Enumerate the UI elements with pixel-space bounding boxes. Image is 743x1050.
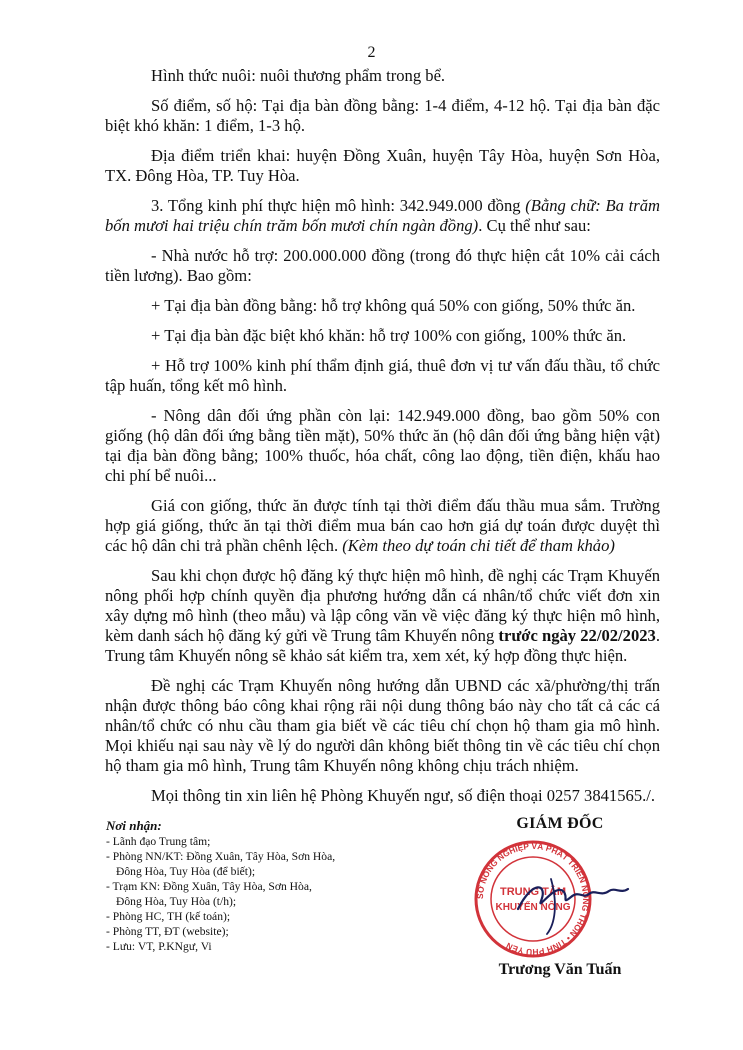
seal-center-line2: KHUYẾN NÔNG <box>495 902 571 913</box>
recipient-item: - Lãnh đạo Trung tâm; <box>106 835 211 848</box>
recipient-item: Đông Hòa, Tuy Hòa (t/h); <box>116 895 237 908</box>
registration-tail: . Trung tâm Khuyến nông sẽ khảo sát kiểm tra, xem xét, ký hợp đồng thực hiện. <box>105 626 660 665</box>
paragraph-locations: Địa điểm triển khai: huyện Đồng Xuân, huyện Tây Hòa, huyện Sơn Hòa, TX. Đông Hòa, TP. Tuy Hòa. <box>105 146 660 185</box>
page-number: 2 <box>367 44 376 61</box>
paragraph-total-budget <box>105 196 660 236</box>
paragraph-appraisal-support: + Hỗ trợ 100% kinh phí thẩm định giá, thuê đơn vị tư vấn đấu thầu, tổ chức tập huấn, tổng kết mô hình. <box>105 356 660 395</box>
paragraph-registration <box>105 566 660 666</box>
price-note-attachment: (Kèm theo dự toán chi tiết để tham khảo) <box>342 536 615 555</box>
recipient-item: - Phòng NN/KT: Đồng Xuân, Tây Hòa, Sơn Hòa, <box>106 850 336 863</box>
paragraph-contact: Mọi thông tin xin liên hệ Phòng Khuyến ngư, số điện thoại 0257 3841565./. <box>151 786 656 805</box>
paragraph-state-support: - Nhà nước hỗ trợ: 200.000.000 đồng (trong đó thực hiện cắt 10% cải cách tiền lương). Bao gồm: <box>105 246 660 285</box>
total-budget-in-words: (Bằng chữ: Ba trăm bốn mươi hai triệu chín trăm bốn mươi chín ngàn đồng) <box>105 196 660 235</box>
signature-block <box>455 815 665 979</box>
document-body <box>105 66 660 816</box>
signer-title: GIÁM ĐỐC <box>516 815 604 832</box>
paragraph-plains-support: + Tại địa bàn đồng bằng: hỗ trợ không quá 50% con giống, 50% thức ăn. <box>151 296 636 315</box>
registration-deadline: trước ngày 22/02/2023 <box>498 626 656 645</box>
recipient-item: - Trạm KN: Đồng Xuân, Tây Hòa, Sơn Hòa, <box>106 880 312 893</box>
paragraph-points-households: Số điểm, số hộ: Tại địa bàn đồng bằng: 1-4 điểm, 4-12 hộ. Tại địa bàn đặc biệt khó khăn: 1 điểm, 1-3 hộ. <box>105 96 660 135</box>
recipient-item: - Phòng HC, TH (kế toán); <box>106 910 231 923</box>
total-budget-text: 3. Tổng kinh phí thực hiện mô hình: 342.949.000 đồng <box>151 196 526 215</box>
recipients-title: Nơi nhận: <box>106 818 162 833</box>
registration-text: Sau khi chọn được hộ đăng ký thực hiện mô hình, đề nghị các Trạm Khuyến nông phối hợp chính quyền địa phương hướng dẫn cá nhân/tổ chức viết đơn xin xây dựng mô hình (theo mẫu) và lập công văn về việc đăng ký thực hiện mô hình, kèm danh sách hộ đăng ký gửi về Trung tâm Khuyến nông <box>105 566 660 645</box>
signer-name: Trương Văn Tuấn <box>498 961 622 978</box>
seal-center-line1: TRUNG TÂM <box>500 886 566 898</box>
price-note-text: Giá con giống, thức ăn được tính tại thời điểm đấu thầu mua sắm. Trường hợp giá giống, thức ăn tại thời điểm mua bán cao hơn giá dự toán được duyệt thì các hộ dân chi trả phần chênh lệch. <box>105 496 660 555</box>
paragraph-price-note <box>105 496 660 556</box>
stamp-area <box>455 839 665 959</box>
paragraph-public-notice: Đề nghị các Trạm Khuyến nông hướng dẫn UBND các xã/phường/thị trấn nhận được thông báo công khai rộng rãi nội dung thông báo này cho tất cả các cá nhân/tổ chức có nhu cầu tham gia biết về các tiêu chí chọn hộ tham gia mô hình. Mọi khiếu nại sau này về lý do người dân không biết thông tin về các tiêu chí chọn hộ tham gia mô hình, Trung tâm Khuyến nông không chịu trách nhiệm. <box>105 676 660 775</box>
total-budget-tail: . Cụ thể như sau: <box>478 216 591 235</box>
recipient-item: - Lưu: VT, P.KNgư, Vi <box>106 940 212 953</box>
paragraph-farming-form: Hình thức nuôi: nuôi thương phẩm trong bể. <box>151 66 446 85</box>
recipient-item: Đông Hòa, Tuy Hòa (để biết); <box>116 865 256 878</box>
paragraph-difficult-area-support: + Tại địa bàn đặc biệt khó khăn: hỗ trợ 100% con giống, 100% thức ăn. <box>151 326 627 345</box>
paragraph-farmer-contribution: - Nông dân đối ứng phần còn lại: 142.949.000 đồng, bao gồm 50% con giống (hộ dân đối ứng bằng tiền mặt), 50% thức ăn (hộ dân đối ứng bằng hiện vật) tại địa bàn đồng bằng; 100% thuốc, hóa chất, công lao động, tiền điện, khấu hao chi phí bể nuôi... <box>105 406 660 485</box>
recipients-block <box>106 818 436 954</box>
recipient-item: - Phòng TT, ĐT (website); <box>106 925 229 938</box>
official-seal-icon <box>463 839 663 959</box>
seal-ring-text: SỞ NÔNG NGHIỆP VÀ PHÁT TRIỂN NÔNG THÔN • TỈNH PHÚ YÊN <box>474 840 592 958</box>
